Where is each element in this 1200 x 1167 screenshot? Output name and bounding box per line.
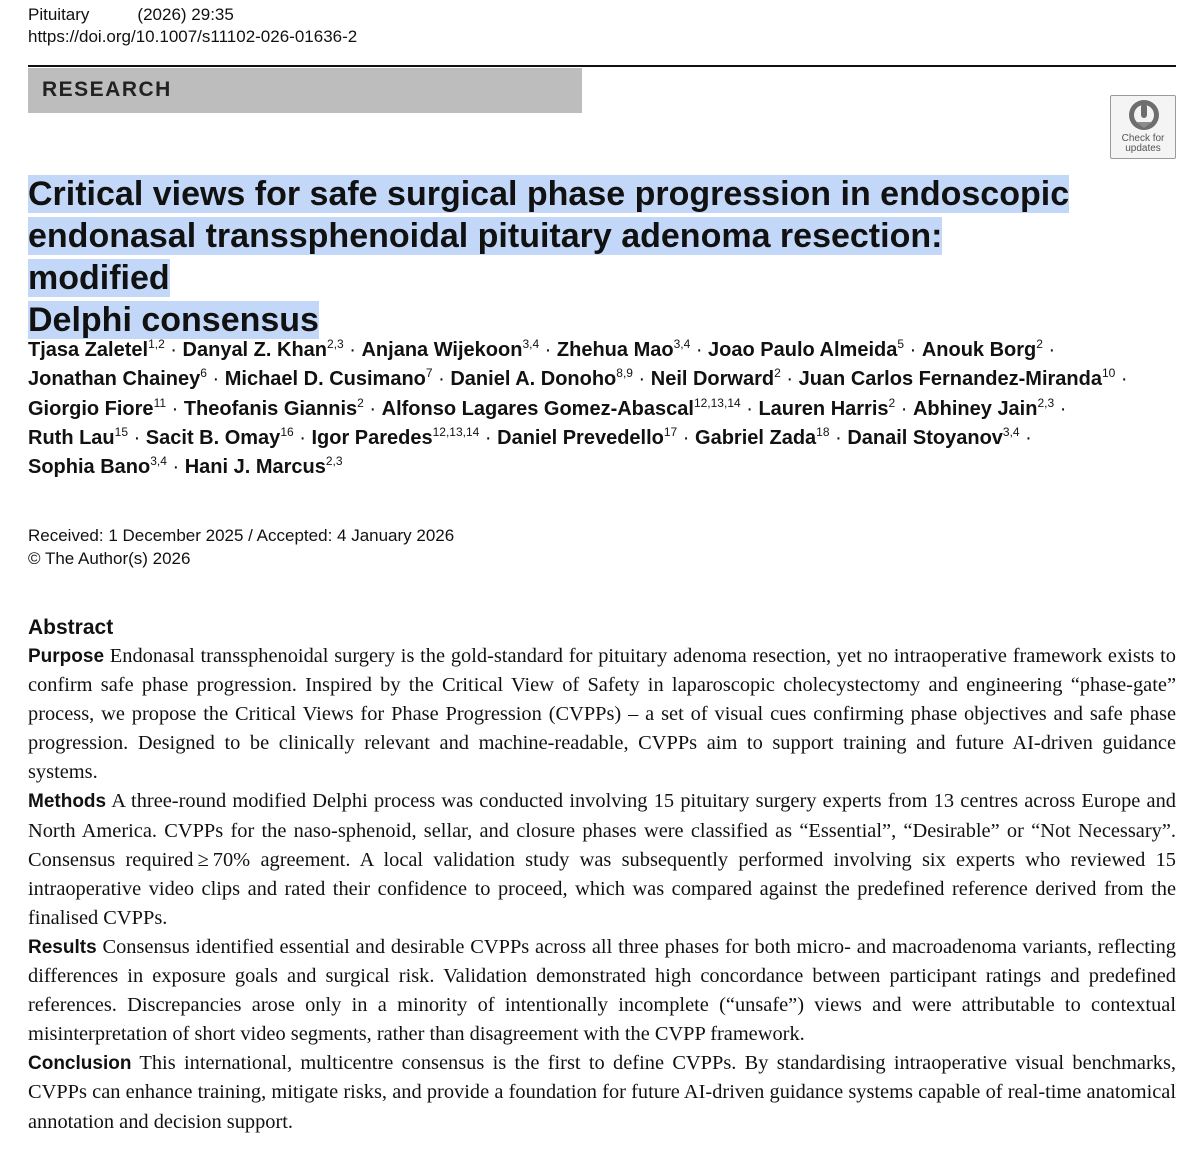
author-name: Sacit B. Omay <box>145 426 281 449</box>
author-name: Igor Paredes <box>311 426 433 449</box>
doi-link[interactable]: https://doi.org/10.1007/s11102-026-01636-2 <box>28 27 358 46</box>
author-affiliation: 15 <box>114 424 129 439</box>
author-affiliation: 12,13,14 <box>693 395 741 410</box>
author-affiliation: 2 <box>774 366 781 381</box>
author-affiliation: 3,4 <box>1002 424 1020 439</box>
author-affiliation: 2 <box>1036 337 1043 351</box>
author-affiliation: 3,4 <box>150 454 167 469</box>
author[interactable] <box>28 339 165 361</box>
author-name: Daniel Prevedello <box>497 426 664 449</box>
author-separator: · <box>343 339 362 361</box>
journal-header <box>28 4 357 48</box>
section-label-bar <box>28 68 582 113</box>
author[interactable] <box>695 424 830 449</box>
author-separator: · <box>539 339 557 361</box>
author-name: Danyal Z. Khan <box>182 339 328 361</box>
check-updates-line1: Check for <box>1121 133 1165 144</box>
author[interactable] <box>183 395 364 420</box>
received-accepted: Received: 1 December 2025 / Accepted: 4 January 2026 <box>28 526 455 545</box>
abstract-section-text: A three-round modified Delphi process was conducted involving 15 pituitary surgery experts from 13 centres across Europe and North America. CVPPs for the naso-sphenoid, sellar, and closure phases were classified as “Essential”, “Desirable” or “Not Necessary”. Consensus required ≥ 70% agreement. A local validation study was subsequently performed involving six experts who reviewed 15 intraoperative video clips and rated their confidence to proceed, which was compared against the predefined reference derived from the finalised CVPPs. <box>28 790 1176 929</box>
author-affiliation: 2,3 <box>327 337 344 351</box>
abstract-section-text: This international, multicentre consensus is the first to define CVPPs. By standardising intraoperative visual benchmarks, CVPPs can enhance training, mitigate risks, and provide a foundation for future AI-driven guidance systems capable of real-time anatomical annotation and decision support. <box>28 1052 1176 1133</box>
author-name: Ruth Lau <box>28 426 115 449</box>
author-separator: · <box>479 426 498 449</box>
author-separator: · <box>632 368 651 391</box>
author[interactable] <box>450 368 633 390</box>
author[interactable] <box>381 395 741 420</box>
title-line: Delphi consensus <box>28 301 319 339</box>
author-separator: · <box>904 339 922 361</box>
author-separator: · <box>690 339 709 361</box>
author-name: Danail Stoyanov <box>847 426 1003 449</box>
author-affiliation: 1,2 <box>148 337 165 351</box>
author-name: Tjasa Zaletel <box>28 339 149 361</box>
author-affiliation: 18 <box>816 424 830 439</box>
check-for-updates-icon <box>1127 98 1161 132</box>
author-separator: · <box>1054 397 1067 420</box>
author[interactable] <box>557 339 690 361</box>
author[interactable] <box>183 339 344 361</box>
author-separator: · <box>166 456 185 479</box>
author-affiliation: 17 <box>663 424 678 439</box>
abstract-section-label: Conclusion <box>28 1053 132 1075</box>
author-separator: · <box>1042 339 1056 361</box>
check-updates-line2: updates <box>1125 143 1161 154</box>
abstract-purpose <box>28 642 1176 787</box>
author-name: Zhehua Mao <box>556 339 674 361</box>
author-separator: · <box>1019 426 1032 449</box>
abstract-section-label: Methods <box>28 791 107 813</box>
abstract-heading: Abstract <box>28 616 114 639</box>
abstract-section-text: Consensus identified essential and desirable CVPPs across all three phases for both micro- and macroadenoma variants, reflecting differences in exposure goals and surgical risk. Validation demonstrated high concordance between participant ratings and predefined references. Discrepancies arose only in a minority of intentionally incomplete (“unsafe”) views and were attributable to contextual misinterpretation of short video segments, rather than disagreement with the CVPP framework. <box>28 935 1176 1046</box>
author[interactable] <box>799 368 1116 390</box>
author-separator: · <box>432 368 451 391</box>
author-affiliation: 10 <box>1101 366 1116 381</box>
author[interactable] <box>847 424 1020 449</box>
author-separator: · <box>740 397 759 420</box>
title-line: endonasal transsphenoidal pituitary adenoma resection: modified <box>28 217 943 297</box>
author-separator: · <box>206 368 225 391</box>
author-name: Joao Paulo Almeida <box>708 339 898 361</box>
abstract-conclusion <box>28 1049 1176 1136</box>
author-name: Alfonso Lagares Gomez-Abascal <box>381 397 694 420</box>
author[interactable] <box>651 368 781 390</box>
author-name: Lauren Harris <box>758 397 889 420</box>
abstract <box>28 614 1176 1137</box>
citation: (2026) 29:35 <box>137 5 234 24</box>
abstract-section-label: Results <box>28 936 97 958</box>
author-affiliation: 7 <box>425 366 433 381</box>
author-list <box>28 336 1188 482</box>
author[interactable] <box>28 395 167 420</box>
author-name: Gabriel Zada <box>695 426 817 449</box>
author-separator: · <box>166 397 184 420</box>
author-separator: · <box>677 426 696 449</box>
author-name: Juan Carlos Fernandez-Miranda <box>798 368 1102 391</box>
author-name: Theofanis Giannis <box>183 397 358 420</box>
abstract-methods <box>28 787 1176 932</box>
author-name: Jonathan Chainey <box>28 368 201 391</box>
author-name: Daniel A. Donoho <box>450 368 617 391</box>
author-name: Abhiney Jain <box>912 397 1038 420</box>
author-affiliation: 2,3 <box>1037 395 1055 410</box>
author[interactable] <box>497 424 678 449</box>
abstract-section-text: Endonasal transsphenoidal surgery is the gold-standard for pituitary adenoma resection, yet no intraoperative framework exists to confirm safe phase progression. Inspired by the Critical View of Safety in laparoscopic cholecystectomy and engineering “phase-gate” process, we propose the Critical Views for Phase Progression (CVPPs) – a set of visual cues confirming phase objectives and safe phase progression. Designed to be clinically relevant and machine-readable, CVPPs aim to support training and future AI-driven guidance systems. <box>28 645 1176 784</box>
copyright: © The Author(s) 2026 <box>28 549 191 568</box>
author[interactable] <box>225 368 433 390</box>
author-separator: · <box>780 368 799 391</box>
author-separator: · <box>829 426 848 449</box>
author-affiliation: 3,4 <box>673 337 691 351</box>
author-affiliation: 3,4 <box>522 337 540 351</box>
author-affiliation: 16 <box>280 424 294 439</box>
author[interactable] <box>185 456 343 478</box>
author-affiliation: 2,3 <box>325 454 343 469</box>
author-affiliation: 5 <box>897 337 905 351</box>
author-affiliation: 2 <box>888 395 896 410</box>
author-separator: · <box>293 426 312 449</box>
author-name: Hani J. Marcus <box>184 456 326 479</box>
title-line: Critical views for safe surgical phase progression in endoscopic <box>28 175 1070 213</box>
author[interactable] <box>28 368 207 390</box>
author-name: Sophia Bano <box>28 456 151 479</box>
article-title <box>28 173 1078 341</box>
author-separator: · <box>164 339 183 361</box>
author-separator: · <box>895 397 913 420</box>
author-name: Michael D. Cusimano <box>224 368 426 391</box>
author[interactable] <box>28 456 167 478</box>
author[interactable] <box>28 424 129 449</box>
author-separator: · <box>128 426 146 449</box>
author-affiliation: 12,13,14 <box>432 424 480 439</box>
check-for-updates-button[interactable] <box>1110 95 1176 159</box>
author-affiliation: 6 <box>200 366 207 381</box>
article-dates <box>28 524 454 570</box>
author-separator: · <box>1115 368 1128 391</box>
author-name: Giorgio Fiore <box>28 397 154 420</box>
author[interactable] <box>758 395 896 420</box>
author-name: Anjana Wijekoon <box>361 339 523 361</box>
author-name: Anouk Borg <box>921 339 1037 361</box>
author[interactable] <box>912 395 1055 420</box>
author-affiliation: 11 <box>153 395 167 410</box>
header-rule <box>28 65 1176 67</box>
abstract-results <box>28 933 1176 1049</box>
author-affiliation: 2 <box>357 395 364 410</box>
author-name: Neil Dorward <box>650 368 775 391</box>
author[interactable] <box>708 339 904 361</box>
author[interactable] <box>361 339 539 361</box>
author[interactable] <box>311 424 480 449</box>
section-label: RESEARCH <box>42 78 172 101</box>
journal-name: Pituitary <box>28 5 90 24</box>
abstract-section-label: Purpose <box>28 646 105 667</box>
author-separator: · <box>363 397 382 420</box>
author[interactable] <box>922 339 1043 361</box>
author[interactable] <box>145 424 294 449</box>
author-affiliation: 8,9 <box>616 366 633 381</box>
